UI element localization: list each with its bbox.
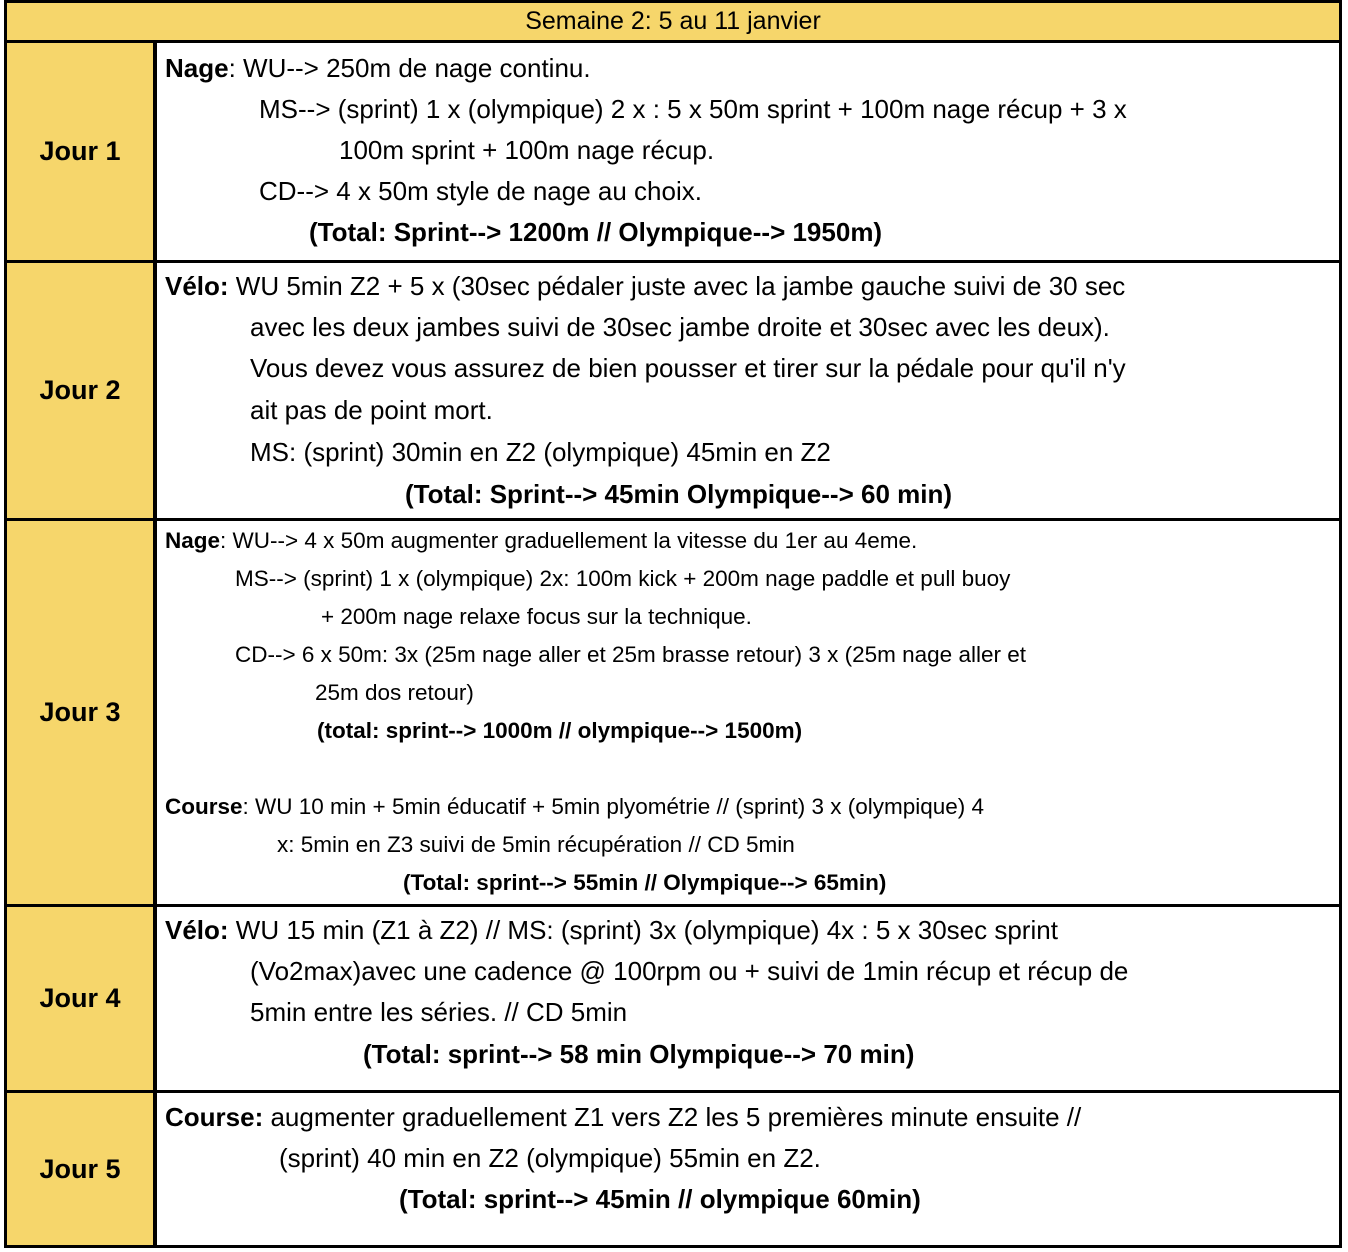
workout-line: 25m dos retour): [315, 680, 474, 705]
sport-label: Vélo:: [165, 271, 229, 301]
day-content-4: [157, 907, 1339, 1090]
sport-label: Nage: [165, 528, 221, 553]
day-label-4: Jour 4: [7, 907, 157, 1090]
total-line: (total: sprint--> 1000m // olympique--> 1500m): [317, 718, 803, 743]
workout-line: MS--> (sprint) 1 x (olympique) 2 x : 5 x 50m sprint + 100m nage récup + 3 x: [259, 94, 1127, 124]
day-row-2: [7, 263, 1339, 521]
workout-line: Course: WU 10 min + 5min éducatif + 5min plyométrie // (sprint) 3 x (olympique) 4: [165, 794, 985, 819]
day-row-1: [7, 43, 1339, 263]
workout-line: Nage: WU--> 250m de nage continu.: [165, 53, 591, 83]
workout-line: Nage: WU--> 4 x 50m augmenter graduellement la vitesse du 1er au 4eme.: [165, 528, 918, 553]
workout-line: x: 5min en Z3 suivi de 5min récupération // CD 5min: [277, 832, 795, 857]
workout-line: Vous devez vous assurez de bien pousser et tirer sur la pédale pour qu'il n'y: [250, 353, 1126, 383]
sport-label: Course: [165, 794, 243, 819]
workout-line: 5min entre les séries. // CD 5min: [250, 997, 628, 1027]
day-label-3: Jour 3: [7, 521, 157, 904]
day-content-2: [157, 263, 1339, 518]
workout-line: CD--> 6 x 50m: 3x (25m nage aller et 25m brasse retour) 3 x (25m nage aller et: [235, 642, 1026, 667]
workout-line: (Vo2max)avec une cadence @ 100rpm ou + suivi de 1min récup et récup de: [250, 956, 1129, 986]
day-content-5: [157, 1093, 1339, 1245]
day-label-5: Jour 5: [7, 1093, 157, 1245]
week-header: [7, 3, 1339, 43]
week-title: Semaine 2: 5 au 11 janvier: [525, 7, 821, 35]
sport-label: Vélo:: [165, 915, 229, 945]
day-content-1: [157, 43, 1339, 260]
total-line: (Total: sprint--> 45min // olympique 60min): [399, 1184, 921, 1214]
workout-line: Course: augmenter graduellement Z1 vers Z2 les 5 premières minute ensuite //: [165, 1102, 1082, 1132]
workout-line: CD--> 4 x 50m style de nage au choix.: [259, 176, 702, 206]
total-line: (Total: sprint--> 55min // Olympique--> 65min): [403, 870, 887, 895]
day-label-1: Jour 1: [7, 43, 157, 260]
day-row-4: [7, 907, 1339, 1093]
day-label-2: Jour 2: [7, 263, 157, 518]
workout-line: avec les deux jambes suivi de 30sec jambe droite et 30sec avec les deux).: [250, 312, 1110, 342]
training-schedule-table: [4, 0, 1342, 1248]
workout-line: MS--> (sprint) 1 x (olympique) 2x: 100m kick + 200m nage paddle et pull buoy: [235, 566, 1011, 591]
total-line: (Total: Sprint--> 45min Olympique--> 60 min): [405, 479, 953, 509]
day-row-5: [7, 1093, 1339, 1245]
workout-line: Vélo: WU 5min Z2 + 5 x (30sec pédaler juste avec la jambe gauche suivi de 30 sec: [165, 271, 1126, 301]
workout-line: + 200m nage relaxe focus sur la technique.: [321, 604, 752, 629]
workout-line: (sprint) 40 min en Z2 (olympique) 55min en Z2.: [279, 1143, 821, 1173]
total-line: (Total: sprint--> 58 min Olympique--> 70 min): [363, 1039, 915, 1069]
workout-line: 100m sprint + 100m nage récup.: [339, 135, 715, 165]
sport-label: Course:: [165, 1102, 264, 1132]
total-line: (Total: Sprint--> 1200m // Olympique--> 1950m): [309, 217, 883, 247]
workout-line: Vélo: WU 15 min (Z1 à Z2) // MS: (sprint) 3x (olympique) 4x : 5 x 30sec sprint: [165, 915, 1058, 945]
workout-line: MS: (sprint) 30min en Z2 (olympique) 45min en Z2: [250, 437, 831, 467]
sport-label: Nage: [165, 53, 229, 83]
workout-line: ait pas de point mort.: [250, 395, 493, 425]
day-content-3: [157, 521, 1339, 904]
day-row-3: [7, 521, 1339, 907]
